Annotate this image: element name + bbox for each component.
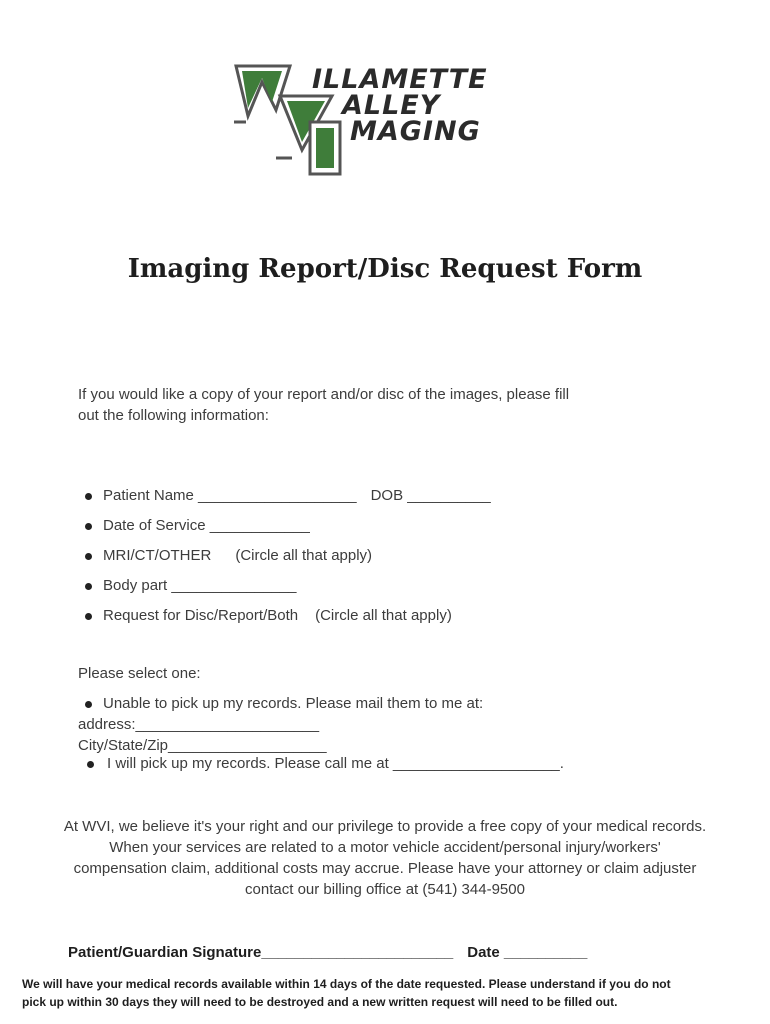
date-field[interactable]: Date __________: [467, 944, 588, 961]
billing-notice: [0, 816, 770, 900]
signature-field[interactable]: Patient/Guardian Signature_______________________: [68, 944, 454, 961]
intro-line-1: If you would like a copy of your report and/or disc of the images, please fill: [78, 386, 570, 403]
option-pickup[interactable]: I will pick up my records. Please call me at ____________________.: [107, 755, 564, 772]
date-of-service-item: [84, 516, 491, 546]
body-part-field[interactable]: Body part _______________: [103, 577, 297, 594]
notice-line-2: When your services are related to a motor vehicle accident/personal injury/workers': [109, 839, 661, 856]
logo-line-2: ALLEY: [342, 90, 441, 121]
date-of-service-field[interactable]: Date of Service ____________: [103, 517, 310, 534]
request-item: [84, 606, 491, 636]
logo-line-3: MAGING: [350, 116, 481, 147]
city-state-zip-field[interactable]: City/State/Zip___________________: [78, 737, 327, 754]
patient-info-list: [84, 486, 491, 636]
patient-info-item: [84, 486, 491, 516]
notice-line-3: compensation claim, additional costs may accrue. Please have your attorney or claim adjuster: [73, 860, 697, 877]
select-heading: Please select one:: [78, 665, 201, 682]
logo-line-1: ILLAMETTE: [312, 64, 488, 95]
company-logo: [232, 62, 532, 178]
page-title: Imaging Report/Disc Request Form: [127, 254, 643, 284]
request-options[interactable]: Request for Disc/Report/Both: [103, 607, 299, 624]
patient-name-field[interactable]: Patient Name ___________________: [103, 487, 357, 504]
dob-field[interactable]: DOB __________: [370, 487, 491, 504]
modality-options[interactable]: MRI/CT/OTHER: [103, 547, 212, 564]
footer-line-2: pick up within 30 days they will need to be destroyed and a new written request will need to be filled out.: [22, 995, 618, 1009]
intro-text: [78, 384, 598, 426]
option-mail[interactable]: Unable to pick up my records. Please mail them to me at:: [103, 695, 484, 712]
body-part-item: [84, 576, 491, 606]
footer-line-1: We will have your medical records available within 14 days of the date requested. Please understand if you do not: [22, 977, 671, 991]
modality-note: (Circle all that apply): [235, 547, 373, 564]
notice-line-1: At WVI, we believe it's your right and our privilege to provide a free copy of your medical records.: [63, 818, 707, 835]
signature-row: [68, 944, 587, 961]
modality-item: [84, 546, 491, 576]
notice-line-4: contact our billing office at (541) 344-9500: [245, 881, 525, 898]
footer-notice: [22, 975, 752, 1011]
request-note: (Circle all that apply): [315, 607, 452, 624]
bullet-icon: [85, 701, 92, 708]
address-field[interactable]: address:______________________: [78, 716, 320, 733]
bullet-icon: [87, 761, 94, 768]
intro-line-2: out the following information:: [78, 407, 269, 424]
